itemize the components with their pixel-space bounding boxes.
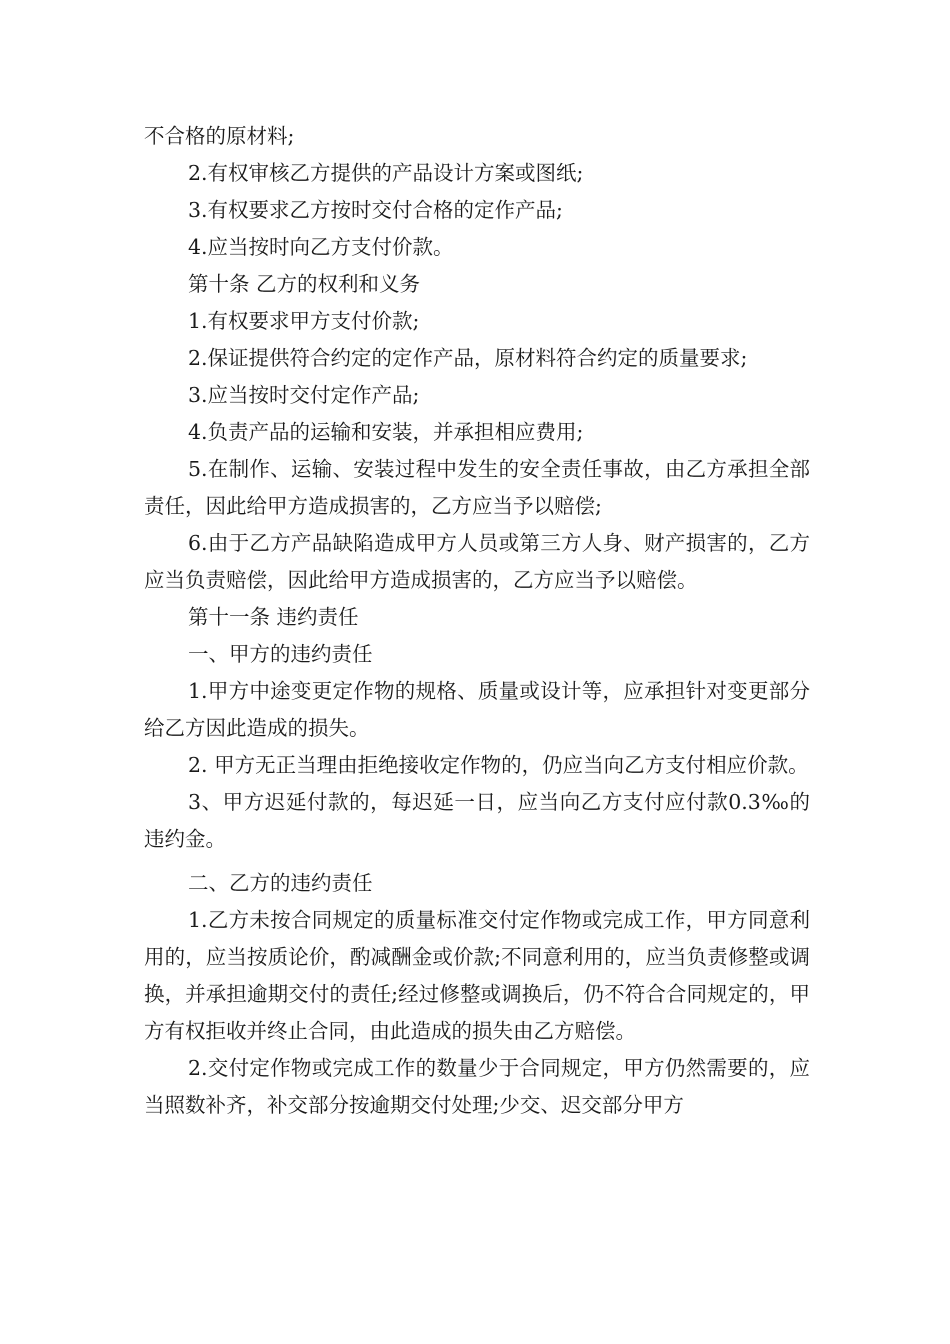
paragraph-refuse-acceptance: 2. 甲方无正当理由拒绝接收定作物的，仍应当向乙方支付相应价款。 (188, 753, 809, 777)
paragraph-deliver-on-time: 3.应当按时交付定作产品; (188, 383, 420, 407)
section-party-b-liability: 二、乙方的违约责任 (188, 871, 373, 895)
paragraph-change-spec: 1.甲方中途变更定作物的规格、质量或设计等，应承担针对变更部分给乙方因此造成的损失。 (144, 679, 810, 740)
paragraph-safety-liability: 5.在制作、运输、安装过程中发生的安全责任事故，由乙方承担全部责任，因此给甲方造成损害的，乙方应当予以赔偿; (144, 457, 810, 518)
paragraph-product-defect: 6.由于乙方产品缺陷造成甲方人员或第三方人身、财产损害的，乙方应当负责赔偿，因此给甲方造成损害的，乙方应当予以赔偿。 (144, 531, 810, 592)
section-party-a-liability: 一、甲方的违约责任 (188, 642, 373, 666)
paragraph-guarantee-quality: 2.保证提供符合约定的定作产品，原材料符合约定的质量要求; (188, 346, 748, 370)
article-10-heading: 第十条 乙方的权利和义务 (188, 272, 421, 296)
paragraph-require-delivery: 3.有权要求乙方按时交付合格的定作产品; (188, 198, 563, 222)
paragraph-quantity-shortfall: 2.交付定作物或完成工作的数量少于合同规定，甲方仍然需要的，应当照数补齐，补交部分按逾期交付处理;少交、迟交部分甲方 (144, 1056, 810, 1117)
paragraph-late-payment: 3、甲方迟延付款的，每迟延一日，应当向乙方支付应付款0.3‰的违约金。 (144, 790, 810, 851)
paragraph-pay-price: 4.应当按时向乙方支付价款。 (188, 235, 454, 259)
paragraph-quality-standard: 1.乙方未按合同规定的质量标准交付定作物或完成工作，甲方同意利用的，应当按质论价，酌减酬金或价款;不同意利用的，应当负责修整或调换，并承担逾期交付的责任;经过修整或调换后，仍不符合合同规定的，甲方有权拒收并终止合同，由此造成的损失由乙方赔偿。 (144, 908, 810, 1043)
paragraph-raw-material: 不合格的原材料; (144, 124, 295, 148)
paragraph-review-design: 2.有权审核乙方提供的产品设计方案或图纸; (188, 161, 584, 185)
article-11-heading: 第十一条 违约责任 (188, 605, 359, 629)
paragraph-require-payment: 1.有权要求甲方支付价款; (188, 309, 420, 333)
document-page (144, 118, 810, 1124)
paragraph-transport-install: 4.负责产品的运输和安装，并承担相应费用; (188, 420, 584, 444)
